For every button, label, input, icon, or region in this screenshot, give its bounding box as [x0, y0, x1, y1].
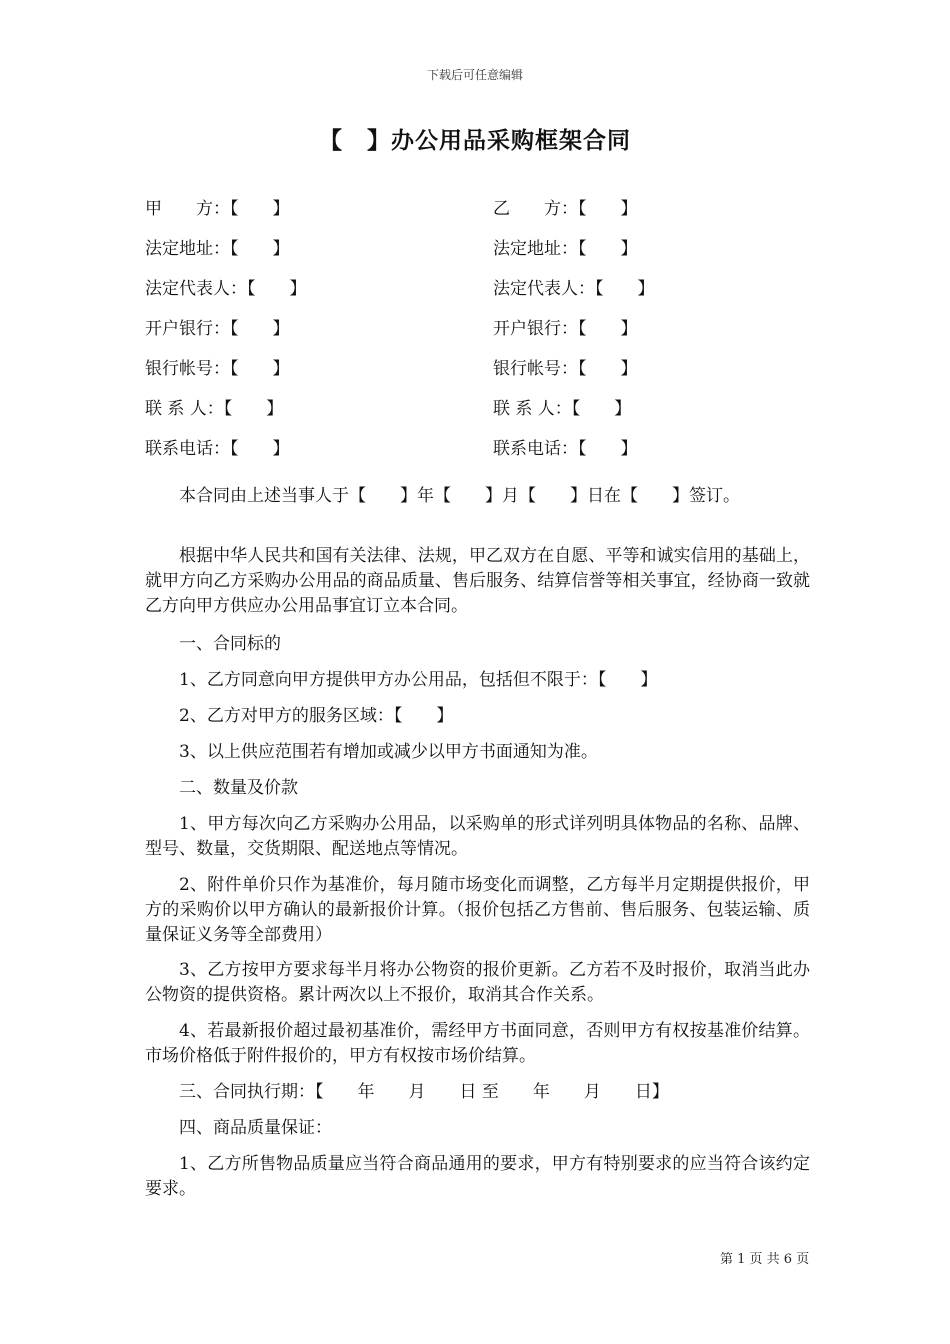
section-1-item-1: 1、乙方同意向甲方提供甲方办公用品，包括但不限于：【 】 — [179, 670, 658, 690]
party-row — [145, 434, 845, 474]
party-a-representative: 法定代表人：【 】 — [145, 279, 307, 299]
section-2-title: 二、数量及价款 — [179, 778, 298, 798]
section-2-item-4: 4、若最新报价超过最初基准价，需经甲方书面同意，否则甲方有权按基准价结算。市场价格低于附件报价的，甲方有权按市场价结算。 — [145, 1021, 810, 1066]
party-a-address: 法定地址：【 】 — [145, 239, 290, 259]
party-a-phone: 联系电话：【 】 — [145, 439, 290, 459]
party-b-representative: 法定代表人：【 】 — [493, 279, 655, 299]
party-a-bank: 开户银行：【 】 — [145, 319, 290, 339]
party-b-phone: 联系电话：【 】 — [493, 439, 638, 459]
signing-statement: 本合同由上述当事人于【 】年【 】月【 】日在【 】签订。 — [179, 486, 740, 506]
section-4-title: 四、商品质量保证： — [179, 1118, 332, 1138]
party-row — [145, 314, 845, 354]
section-2-item-2: 2、附件单价只作为基准价，每月随市场变化而调整，乙方每半月定期提供报价，甲方的采购价以甲方确认的最新报价计算。（报价包括乙方售前、售后服务、包装运输、质量保证义务等全部费用） — [145, 875, 810, 945]
section-2-item-3: 3、乙方按甲方要求每半月将办公物资的报价更新。乙方若不及时报价，取消当此办公物资的提供资格。累计两次以上不报价，取消其合作关系。 — [145, 960, 810, 1005]
section-3-title: 三、合同执行期：【 年 月 日 至 年 月 日】 — [179, 1082, 669, 1102]
section-1-item-3: 3、以上供应范围若有增加或减少以甲方书面通知为准。 — [179, 742, 598, 762]
document-title: 【 】办公用品采购框架合同 — [319, 128, 631, 154]
party-row — [145, 234, 845, 274]
party-row — [145, 354, 845, 394]
section-2-item-1: 1、甲方每次向乙方采购办公用品，以采购单的形式详列明具体物品的名称、品牌、型号、数量，交货期限、配送地点等情况。 — [145, 814, 810, 859]
party-b-account: 银行帐号：【 】 — [493, 359, 638, 379]
party-a-account: 银行帐号：【 】 — [145, 359, 290, 379]
party-b-address: 法定地址：【 】 — [493, 239, 638, 259]
party-b-name: 乙 方：【 】 — [493, 199, 638, 219]
party-a-contact: 联 系 人：【 】 — [145, 399, 284, 419]
header-note: 下载后可任意编辑 — [426, 68, 523, 82]
party-b-bank: 开户银行：【 】 — [493, 319, 638, 339]
party-row — [145, 274, 845, 314]
section-4-item-1: 1、乙方所售物品质量应当符合商品通用的要求，甲方有特别要求的应当符合该约定要求。 — [145, 1154, 810, 1199]
party-a-name: 甲 方：【 】 — [145, 199, 290, 219]
party-b-contact: 联 系 人：【 】 — [493, 399, 632, 419]
party-row — [145, 394, 845, 434]
section-1-item-2: 2、乙方对甲方的服务区域：【 】 — [179, 706, 454, 726]
section-1-title: 一、合同标的 — [179, 634, 281, 654]
intro-paragraph: 根据中华人民共和国有关法律、法规，甲乙双方在自愿、平等和诚实信用的基础上，就甲方向乙方采购办公用品的商品质量、售后服务、结算信誉等相关事宜，经协商一致就乙方向甲方供应办公用品事宜订立本合同。 — [145, 546, 810, 616]
page-footer: 第 1 页 共 6 页 — [720, 1252, 810, 1267]
party-row — [145, 194, 845, 234]
party-info-block — [145, 194, 845, 474]
